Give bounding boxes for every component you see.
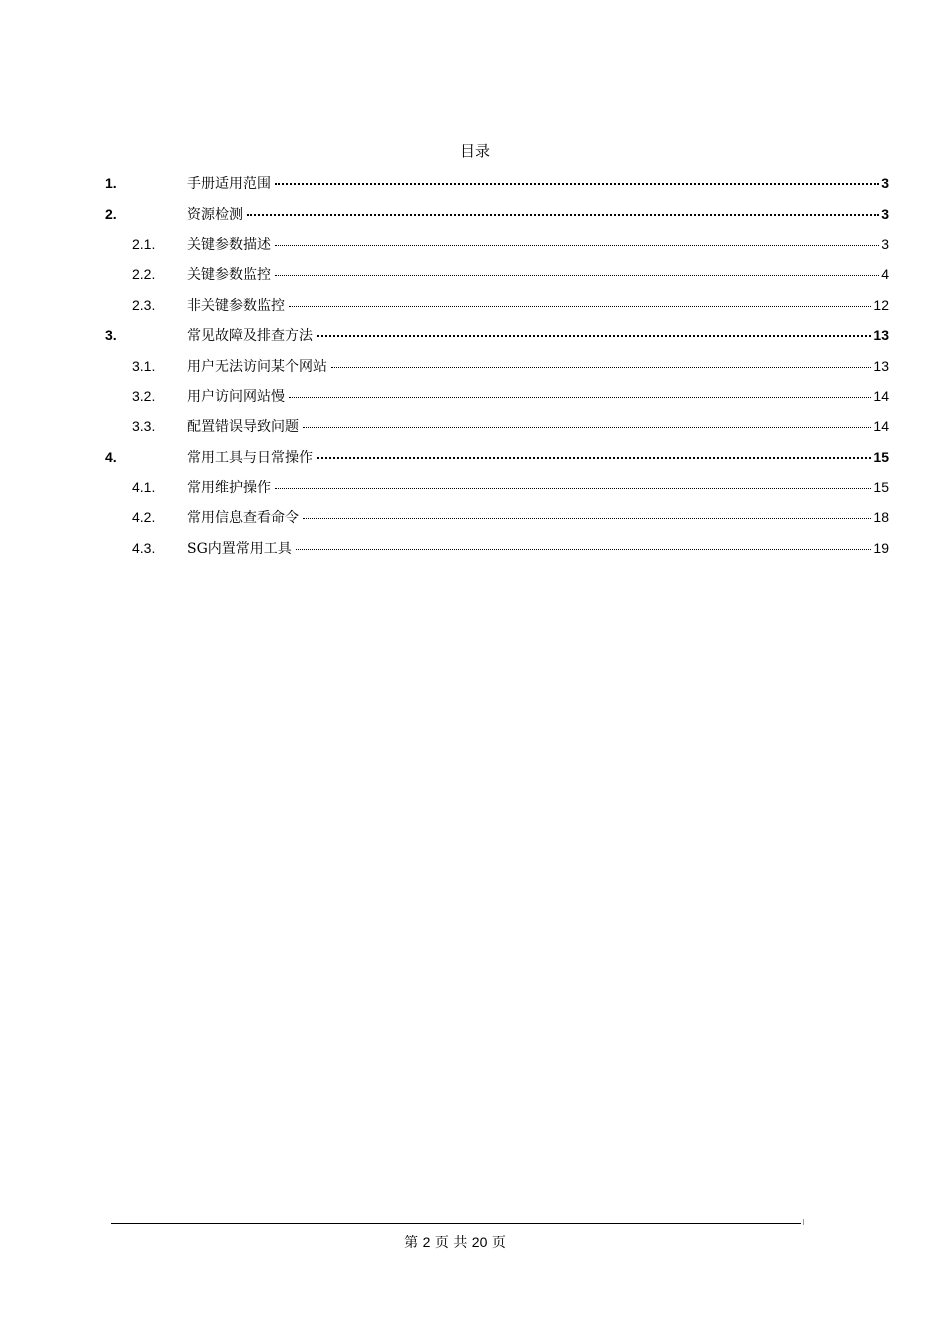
toc-entry-number: 2.3.: [132, 296, 156, 313]
toc-dot-leader: [275, 245, 879, 246]
toc-dot-leader: [303, 427, 871, 428]
toc-entry-page: 13: [873, 357, 889, 374]
toc-entry[interactable]: [105, 502, 889, 532]
toc-entry-title: 关键参数描述: [187, 236, 271, 253]
toc-entry-body: [187, 325, 889, 345]
toc-entry[interactable]: [105, 381, 889, 411]
toc-entry-body: [187, 447, 889, 467]
toc-entry-body: [187, 264, 889, 284]
toc-entry-body: [187, 386, 889, 406]
toc-entry-title: 常用信息查看命令: [187, 510, 299, 527]
toc-entry-body: [187, 416, 889, 436]
toc-entry-page: 14: [873, 387, 889, 404]
toc-entry-page: 19: [873, 539, 889, 556]
toc-entry-title: 常用工具与日常操作: [187, 449, 313, 466]
toc-dot-leader: [303, 518, 871, 519]
toc-entry-number: 4.1.: [132, 479, 156, 496]
toc-dot-leader: [296, 549, 872, 550]
toc-entry[interactable]: [105, 198, 889, 228]
toc-entry-title: 关键参数监控: [187, 267, 271, 284]
toc-entry[interactable]: [105, 411, 889, 441]
toc-entry-page: 15: [873, 479, 889, 496]
toc-entry-page: 4: [881, 266, 889, 283]
toc-entry-number: 3.3.: [132, 418, 156, 435]
toc-entry-title: 资源检测: [187, 206, 243, 223]
toc-entry[interactable]: [105, 168, 889, 198]
toc-dot-leader: [289, 397, 871, 398]
toc-entry[interactable]: [105, 350, 889, 380]
toc-entry[interactable]: [105, 442, 889, 472]
toc-dot-leader: [275, 275, 879, 276]
toc-entry-body: [187, 507, 889, 527]
toc-dot-leader: [247, 214, 879, 216]
toc-entry-number: 3.1.: [132, 357, 156, 374]
toc-entry-page: 15: [873, 448, 889, 465]
footer-total-pages: 20: [471, 1234, 488, 1250]
toc-entry-number: 4.3.: [132, 539, 156, 556]
toc-entry-page: 14: [873, 418, 889, 435]
toc-title: 目录: [459, 142, 490, 160]
toc-entry-page: 12: [873, 296, 889, 313]
toc-entry-number: 2.1.: [132, 235, 156, 252]
toc-entry-number: 2.: [105, 205, 117, 222]
toc-entry[interactable]: [105, 290, 889, 320]
toc-dot-leader: [317, 457, 871, 459]
toc-entry-title: 手册适用范围: [187, 176, 271, 193]
toc-entry-page: 3: [881, 175, 889, 192]
toc-entry-title: 用户无法访问某个网站: [187, 358, 327, 375]
toc-entry-page: 18: [873, 509, 889, 526]
footer-current-page: 2: [422, 1234, 431, 1250]
footer-middle: 页 共: [434, 1235, 468, 1251]
toc-entry[interactable]: [105, 229, 889, 259]
toc-entry-title: 配置错误导致问题: [187, 419, 299, 436]
toc-entry-body: [187, 234, 889, 254]
toc-entry[interactable]: [105, 320, 889, 350]
toc-dot-leader: [331, 367, 871, 368]
toc-entry-body: [187, 295, 889, 315]
footer-mark: [803, 1219, 804, 1225]
toc-entry-title: 常用维护操作: [187, 480, 271, 497]
toc-dot-leader: [275, 183, 879, 185]
toc-entry-body: [187, 356, 889, 376]
toc-dot-leader: [275, 488, 871, 489]
toc-entry-page: 3: [881, 205, 889, 222]
toc-entry-page: 3: [881, 235, 889, 252]
toc-entry-page: 13: [873, 327, 889, 344]
page-footer: [0, 1232, 910, 1253]
toc-entry-number: 2.2.: [132, 266, 156, 283]
toc-dot-leader: [289, 306, 871, 307]
toc-entry-title: 常见故障及排查方法: [187, 328, 313, 345]
toc-entry[interactable]: [105, 472, 889, 502]
toc-entry[interactable]: [105, 259, 889, 289]
toc-entry-title: SG内置常用工具: [187, 540, 292, 557]
toc-entry-number: 1.: [105, 175, 117, 192]
toc-entry-number: 3.2.: [132, 387, 156, 404]
table-of-contents: [105, 168, 889, 563]
toc-entry[interactable]: [105, 533, 889, 563]
toc-entry-number: 3.: [105, 327, 117, 344]
toc-entry-body: [187, 538, 889, 558]
footer-rule: [111, 1223, 801, 1224]
toc-entry-number: 4.2.: [132, 509, 156, 526]
footer-suffix: 页: [491, 1235, 506, 1251]
toc-dot-leader: [317, 335, 871, 337]
toc-entry-body: [187, 477, 889, 497]
toc-entry-body: [187, 204, 889, 224]
footer-prefix: 第: [404, 1235, 419, 1251]
toc-entry-title: 用户访问网站慢: [187, 388, 285, 405]
toc-entry-number: 4.: [105, 448, 117, 465]
toc-entry-body: [187, 173, 889, 193]
toc-entry-title: 非关键参数监控: [187, 297, 285, 314]
